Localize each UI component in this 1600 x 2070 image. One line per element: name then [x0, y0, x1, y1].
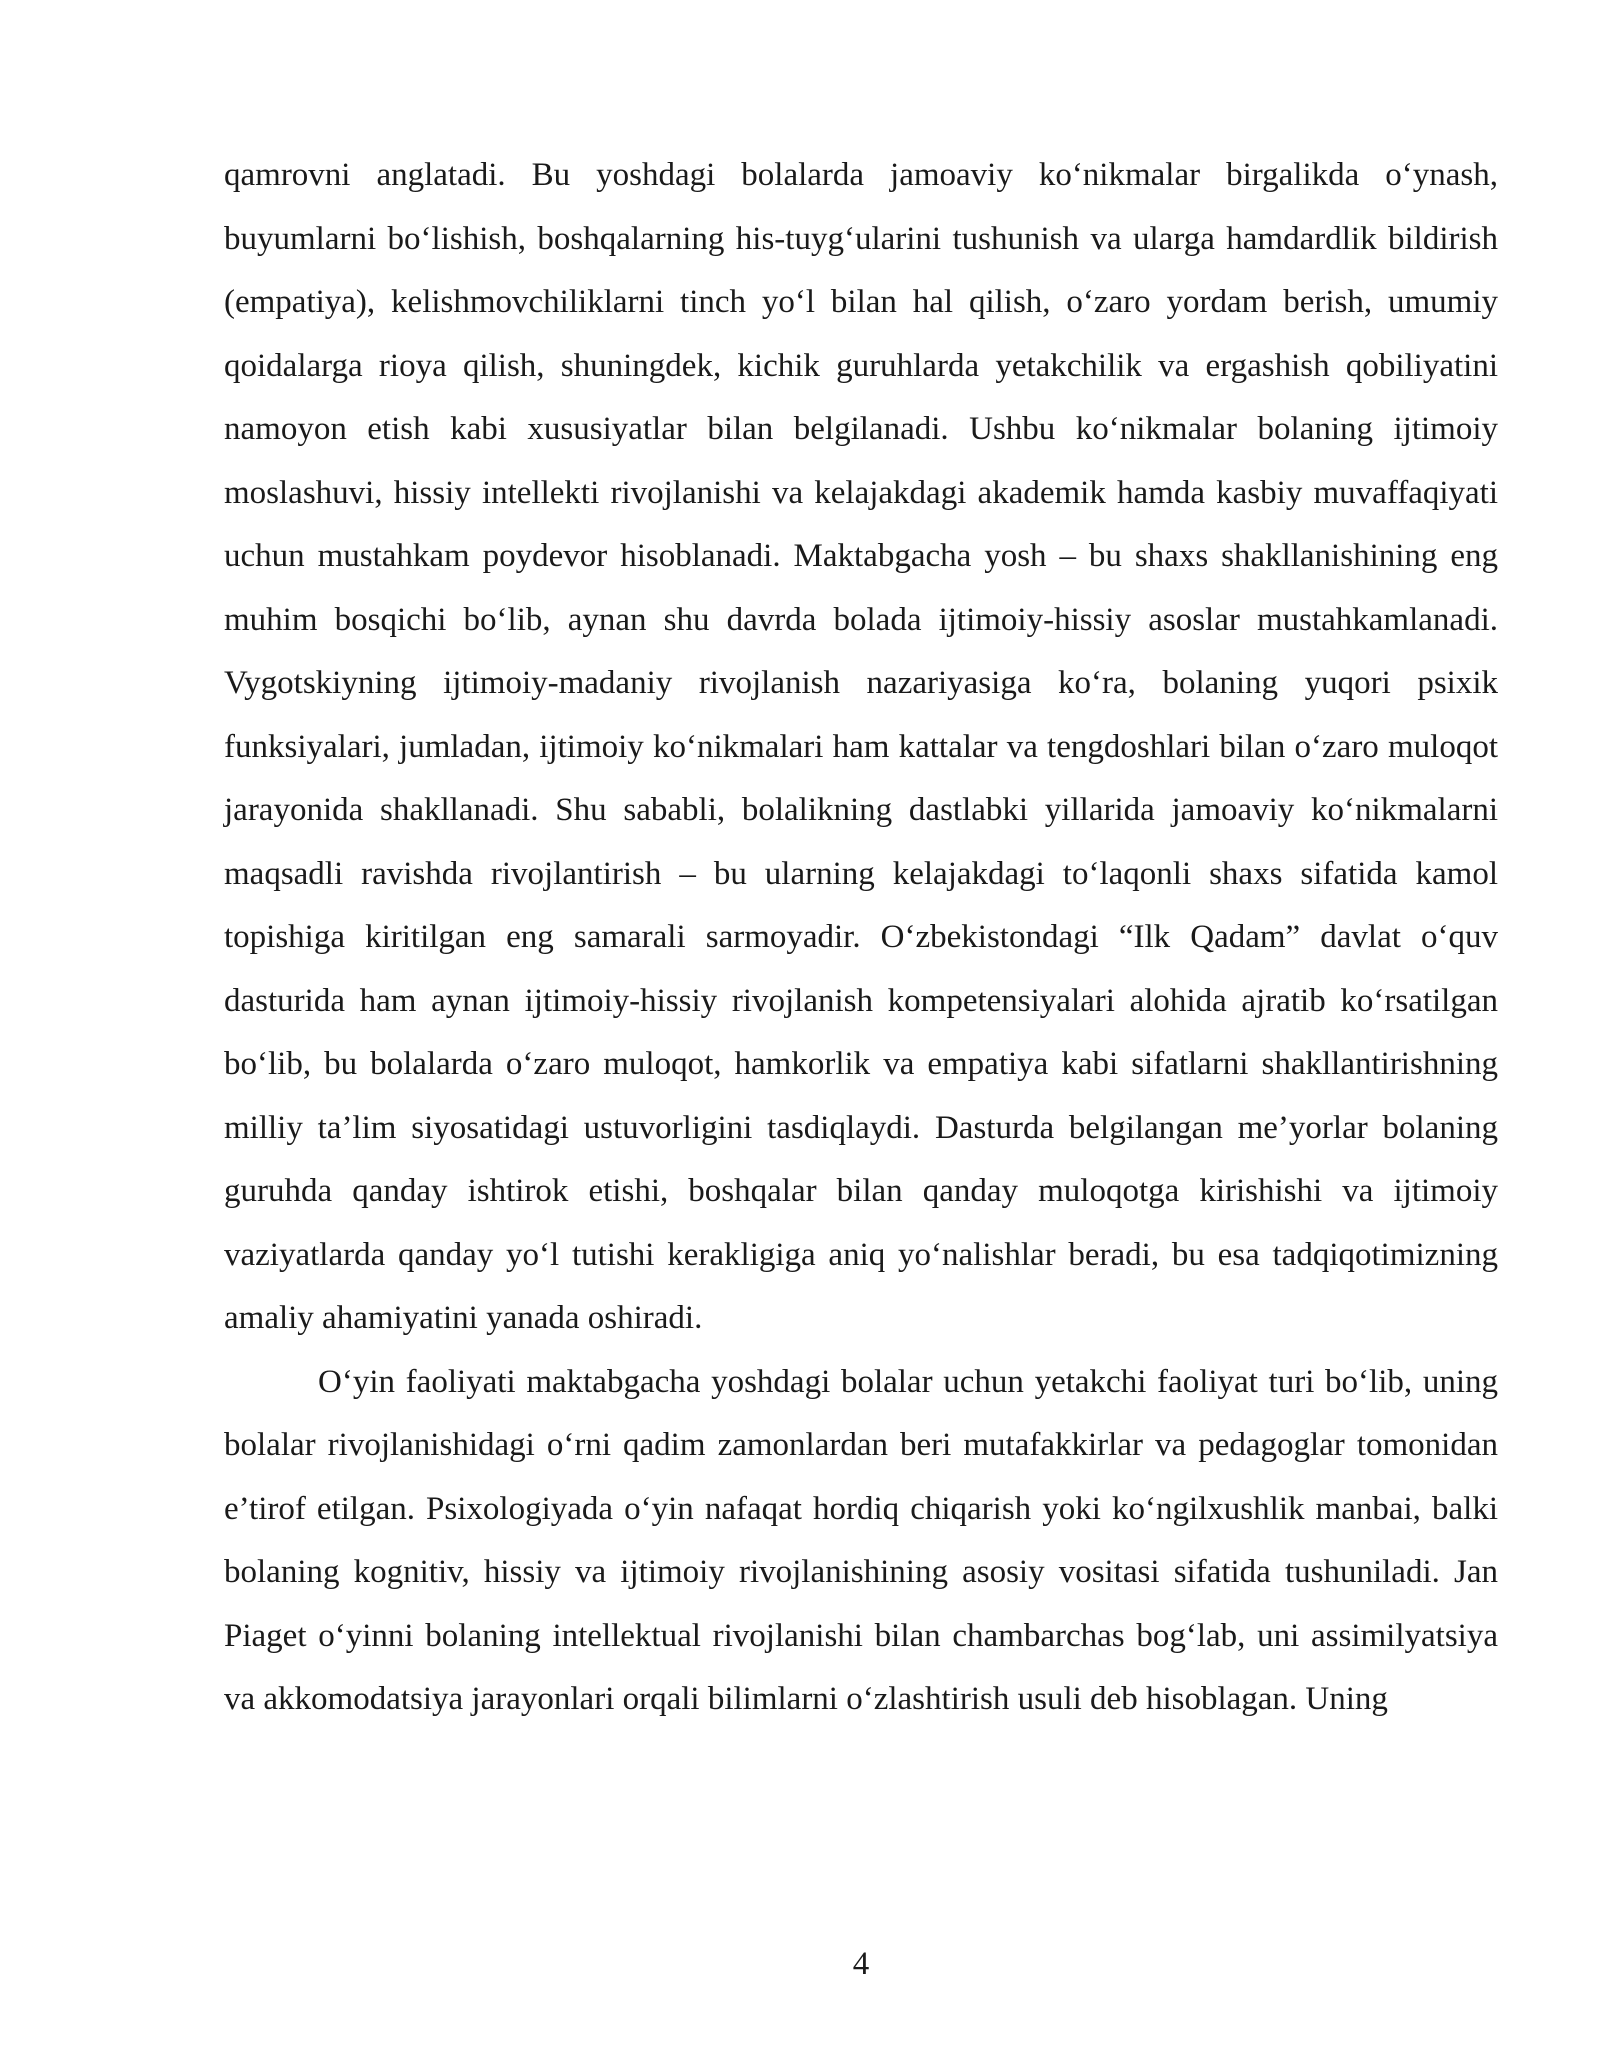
body-text [224, 144, 1498, 1732]
page-number: 4 [852, 1946, 870, 1982]
paragraph-1: qamrovni anglatadi. Bu yoshdagi bolalarda jamoaviy ko‘nikmalar birgalikda o‘ynash, buyumlarni bo‘lishish, boshqalarning his-tuyg‘ularini tushunish va ularga hamdardlik bildirish (empatiya), kelishmovchiliklarni tinch yo‘l bilan hal qilish, o‘zaro yordam berish, umumiy qoidalarga rioya qilish, shuningdek, kichik guruhlarda yetakchilik va ergashish qobiliyatini namoyon etish kabi xususiyatlar bilan belgilanadi. Ushbu ko‘nikmalar bolaning ijtimoiy moslashuvi, hissiy intellekti rivojlanishi va kelajakdagi akademik hamda kasbiy muvaffaqiyati uchun mustahkam poydevor hisoblanadi. Maktabgacha yosh – bu shaxs shakllanishining eng muhim bosqichi bo‘lib, aynan shu davrda bolada ijtimoiy-hissiy asoslar mustahkamlanadi. Vygotskiyning ijtimoiy-madaniy rivojlanish nazariyasiga ko‘ra, bolaning yuqori psixik funksiyalari, jumladan, ijtimoiy ko‘nikmalari ham kattalar va tengdoshlari bilan o‘zaro muloqot jarayonida shakllanadi. Shu sababli, bolalikning dastlabki yillarida jamoaviy ko‘nikmalarni maqsadli ravishda rivojlantirish – bu ularning kelajakdagi to‘laqonli shaxs sifatida kamol topishiga kiritilgan eng samarali sarmoyadir. O‘zbekistondagi “Ilk Qadam” davlat o‘quv dasturida ham aynan ijtimoiy-hissiy rivojlanish kompetensiyalari alohida ajratib ko‘rsatilgan bo‘lib, bu bolalarda o‘zaro muloqot, hamkorlik va empatiya kabi sifatlarni shakllantirishning milliy ta’lim siyosatidagi ustuvorligini tasdiqlaydi. Dasturda belgilangan me’yorlar bolaning guruhda qanday ishtirok etishi, boshqalar bilan qanday muloqotga kirishishi va ijtimoiy vaziyatlarda qanday yo‘l tutishi kerakligiga aniq yo‘nalishlar beradi, bu esa tadqiqotimizning amaliy ahamiyatini yanada oshiradi. [224, 157, 1498, 1336]
paragraph-2: O‘yin faoliyati maktabgacha yoshdagi bolalar uchun yetakchi faoliyat turi bo‘lib, uning bolalar rivojlanishidagi o‘rni qadim zamonlardan beri mutafakkirlar va pedagoglar tomonidan e’tirof etilgan. Psixologiyada o‘yin nafaqat hordiq chiqarish yoki ko‘ngilxushlik manbai, balki bolaning kognitiv, hissiy va ijtimoiy rivojlanishining asosiy vositasi sifatida tushuniladi. Jan Piaget o‘yinni bolaning intellektual rivojlanishi bilan chambarchas bog‘lab, uni assimilyatsiya va akkomodatsiya jarayonlari orqali bilimlarni o‘zlashtirish usuli deb hisoblagan. Uning [224, 1363, 1498, 1717]
